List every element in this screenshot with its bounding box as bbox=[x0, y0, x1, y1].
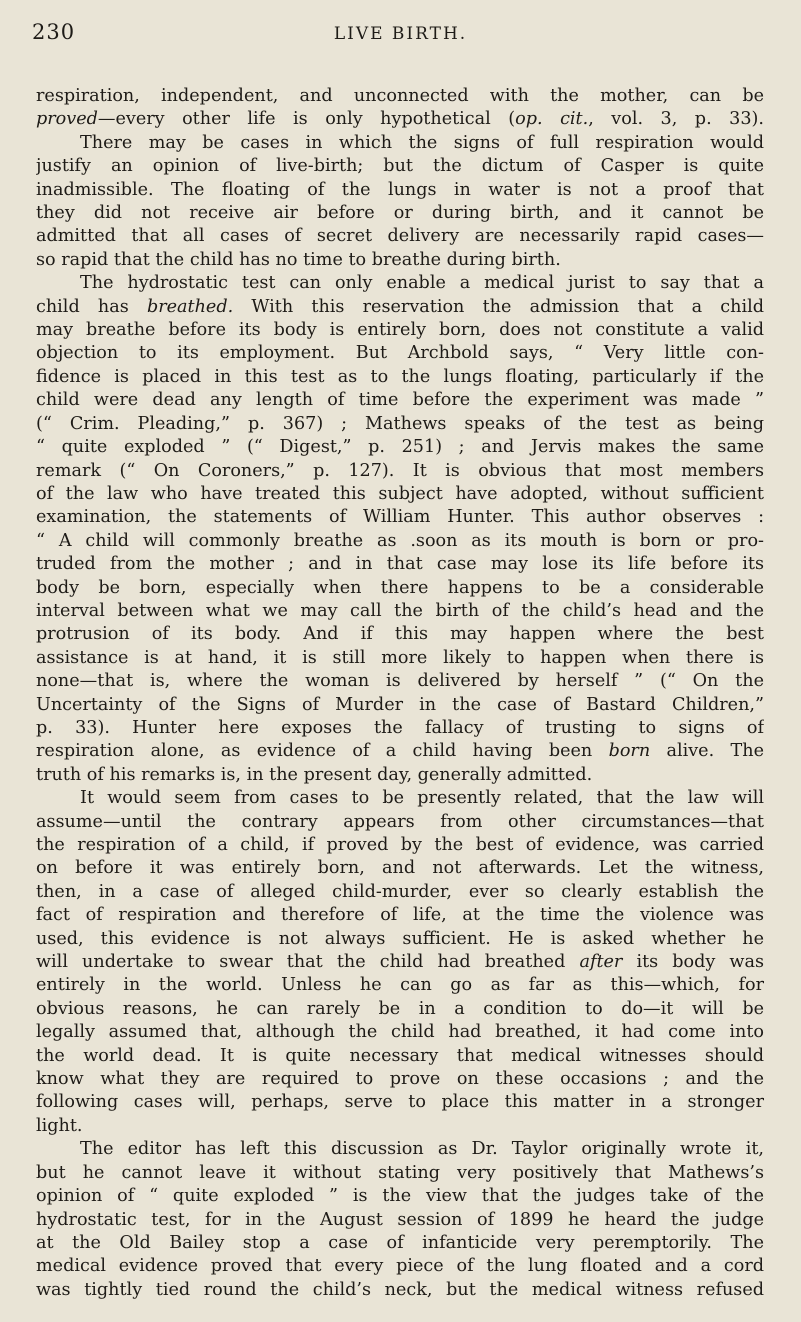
text-line bbox=[36, 1209, 764, 1232]
text-segment: “ A child will commonly breathe as .soon as its mouth is born or pro- bbox=[36, 530, 764, 551]
text-segment: Uncertainty of the Signs of Murder in the case of Bastard Children,” bbox=[36, 694, 764, 715]
text-segment: was tightly tied round the child’s neck, but the medical witness refused bbox=[36, 1279, 764, 1300]
text-line bbox=[36, 1232, 764, 1255]
text-segment: respiration, independent, and unconnected with the mother, can be bbox=[36, 86, 764, 106]
text-line bbox=[36, 974, 764, 997]
text-line bbox=[36, 1255, 764, 1278]
text-segment: they did not receive air before or during birth, and it cannot be bbox=[36, 203, 764, 224]
text-line bbox=[36, 623, 764, 646]
text-segment: It would seem from cases to be presently related, that the law will bbox=[80, 788, 764, 809]
text-line bbox=[36, 1021, 764, 1044]
italic-text: breathed. bbox=[146, 296, 234, 317]
text-segment: There may be cases in which the signs of full respiration would bbox=[80, 132, 764, 153]
text-line bbox=[36, 272, 764, 295]
text-line bbox=[36, 249, 764, 272]
text-line bbox=[36, 413, 764, 436]
text-line bbox=[36, 1138, 764, 1161]
page-header bbox=[0, 14, 801, 54]
text-line bbox=[36, 857, 764, 880]
text-line bbox=[36, 881, 764, 904]
text-segment: fidence is placed in this test as to the lungs floating, particularly if the bbox=[36, 366, 764, 387]
text-segment: alive. The bbox=[650, 741, 764, 762]
text-segment: The hydrostatic test can only enable a medical jurist to say that a bbox=[80, 273, 764, 294]
text-line bbox=[36, 834, 764, 857]
text-segment: inadmissible. The floating of the lungs in water is not a proof that bbox=[36, 179, 764, 200]
text-line bbox=[36, 296, 764, 319]
text-line bbox=[36, 530, 764, 553]
text-line bbox=[36, 717, 764, 740]
page-number: 230 bbox=[32, 20, 76, 44]
text-line bbox=[36, 1279, 764, 1302]
text-line bbox=[36, 225, 764, 248]
text-segment: then, in a case of alleged child-murder, ever so clearly establish the bbox=[36, 881, 764, 902]
text-line bbox=[36, 1162, 764, 1185]
text-segment: child were dead any length of time before the experiment was made ” bbox=[36, 390, 764, 411]
text-line bbox=[36, 951, 764, 974]
italic-text: born bbox=[608, 741, 651, 762]
text-segment: respiration alone, as evidence of a child having been bbox=[36, 741, 609, 762]
text-line bbox=[36, 483, 764, 506]
text-segment: examination, the statements of William Hunter. This author observes : bbox=[36, 507, 764, 528]
italic-text: after bbox=[579, 952, 623, 973]
text-segment: obvious reasons, he can rarely be in a condition to do—it will be bbox=[36, 998, 764, 1019]
text-line bbox=[36, 506, 764, 529]
text-line bbox=[36, 319, 764, 342]
text-line bbox=[36, 202, 764, 225]
text-line bbox=[36, 460, 764, 483]
text-segment: at the Old Bailey stop a case of infanticide very peremptorily. The bbox=[36, 1232, 764, 1253]
text-line bbox=[36, 155, 764, 178]
text-line bbox=[36, 132, 764, 155]
text-line bbox=[36, 1068, 764, 1091]
text-segment: , vol. 3, p. 33). bbox=[588, 109, 764, 130]
text-segment: admitted that all cases of secret delivery are necessarily rapid cases— bbox=[36, 226, 764, 247]
text-segment: the world dead. It is quite necessary that medical witnesses should bbox=[36, 1045, 764, 1066]
text-line bbox=[36, 811, 764, 834]
text-line bbox=[36, 647, 764, 670]
text-line bbox=[36, 1185, 764, 1208]
text-segment: legally assumed that, although the child had breathed, it had come into bbox=[36, 1022, 764, 1043]
text-segment: fact of respiration and therefore of life, at the time the violence was bbox=[36, 905, 764, 926]
text-segment: assistance is at hand, it is still more likely to happen when there is bbox=[36, 647, 764, 668]
text-segment: its body was bbox=[622, 952, 764, 973]
text-segment: (“ Crim. Pleading,” p. 367) ; Mathews speaks of the test as being bbox=[36, 413, 764, 434]
text-segment: know what they are required to prove on these occasions ; and the bbox=[36, 1069, 764, 1090]
text-segment: objection to its employment. But Archbold says, “ Very little con- bbox=[36, 343, 764, 364]
text-segment: opinion of “ quite exploded ” is the view that the judges take of the bbox=[36, 1186, 764, 1207]
text-line bbox=[36, 436, 764, 459]
text-segment: remark (“ On Coroners,” p. 127). It is obvious that most members bbox=[36, 460, 764, 481]
text-segment: none—that is, where the woman is delivered by herself ” (“ On the bbox=[36, 671, 764, 692]
italic-text: op. cit. bbox=[515, 109, 589, 130]
text-segment: of the law who have treated this subject have adopted, without sufficient bbox=[36, 483, 764, 504]
text-line bbox=[36, 740, 764, 763]
text-segment: on before it was entirely born, and not afterwards. Let the witness, bbox=[36, 858, 764, 879]
text-line bbox=[36, 1045, 764, 1068]
text-line bbox=[36, 108, 764, 131]
text-line bbox=[36, 342, 764, 365]
text-line bbox=[36, 577, 764, 600]
text-segment: “ quite exploded ” (“ Digest,” p. 251) ; and Jervis makes the same bbox=[36, 437, 764, 458]
text-segment: will undertake to swear that the child had breathed bbox=[36, 952, 580, 973]
text-segment: p. 33). Hunter here exposes the fallacy of trusting to signs of bbox=[36, 717, 764, 738]
text-segment: entirely in the world. Unless he can go as far as this—which, for bbox=[36, 975, 764, 996]
text-line bbox=[36, 600, 764, 623]
text-line bbox=[36, 670, 764, 693]
text-segment: the respiration of a child, if proved by the best of evidence, was carried bbox=[36, 835, 764, 855]
text-segment: truded from the mother ; and in that case may lose its life before its bbox=[36, 554, 764, 575]
text-line bbox=[36, 694, 764, 717]
italic-text: proved bbox=[36, 109, 98, 130]
text-segment: body be born, especially when there happens to be a considerable bbox=[36, 577, 764, 598]
text-segment: but he cannot leave it without stating very positively that Mathews’s bbox=[36, 1162, 764, 1183]
text-line bbox=[36, 928, 764, 951]
text-line bbox=[36, 366, 764, 389]
text-segment: light. bbox=[36, 1115, 83, 1136]
text-segment: following cases will, perhaps, serve to place this matter in a stronger bbox=[36, 1092, 764, 1113]
body-text bbox=[36, 85, 764, 1302]
text-segment: truth of his remarks is, in the present day, generally admitted. bbox=[36, 764, 593, 785]
text-segment: so rapid that the child has no time to breathe during birth. bbox=[36, 249, 561, 270]
text-line bbox=[36, 1091, 764, 1114]
text-segment: justify an opinion of live-birth; but the dictum of Casper is quite bbox=[36, 156, 764, 177]
text-line bbox=[36, 85, 764, 108]
text-line bbox=[36, 998, 764, 1021]
text-segment: The editor has left this discussion as Dr. Taylor originally wrote it, bbox=[80, 1139, 764, 1160]
text-line bbox=[36, 787, 764, 810]
text-line bbox=[36, 764, 764, 787]
text-line bbox=[36, 553, 764, 576]
text-line bbox=[36, 1115, 764, 1138]
text-segment: —every other life is only hypothetical ( bbox=[97, 109, 516, 130]
text-line bbox=[36, 389, 764, 412]
text-segment: child has bbox=[36, 296, 147, 317]
text-segment: medical evidence proved that every piece of the lung floated and a cord bbox=[36, 1256, 764, 1277]
text-segment: hydrostatic test, for in the August session of 1899 he heard the judge bbox=[36, 1209, 764, 1230]
text-segment: With this reservation the admission that a child bbox=[233, 296, 764, 317]
text-segment: may breathe before its body is entirely born, does not constitute a valid bbox=[36, 320, 764, 341]
text-segment: assume—until the contrary appears from other circumstances—that bbox=[36, 811, 764, 832]
running-head: LIVE BIRTH. bbox=[333, 24, 468, 44]
text-segment: used, this evidence is not always sufficient. He is asked whether he bbox=[36, 928, 764, 949]
text-line bbox=[36, 904, 764, 927]
text-segment: protrusion of its body. And if this may happen where the best bbox=[36, 624, 764, 645]
text-line bbox=[36, 179, 764, 202]
text-segment: interval between what we may call the birth of the child’s head and the bbox=[36, 600, 764, 621]
